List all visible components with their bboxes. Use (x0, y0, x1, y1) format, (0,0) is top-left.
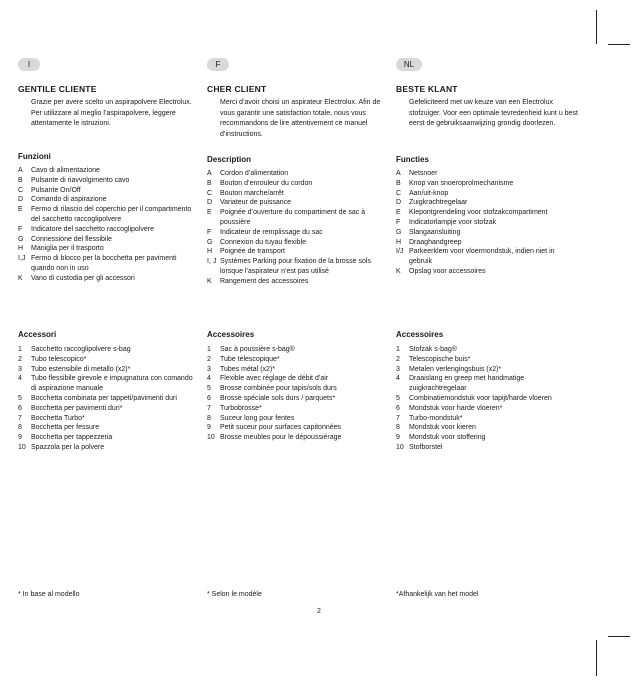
footnote: * In base al modello (18, 591, 80, 598)
list-item: 4 Draaislang en greep met handmatige zuigkrachtregelaar (396, 375, 525, 393)
language-badge-fr: F (207, 58, 229, 71)
list-item: I, J Systèmes Parking pour fixation de la brosse sols lorsque l’aspirateur n’est pas utilisé (207, 258, 371, 275)
list-item: 3 Tubes métal (x2)* (207, 365, 275, 373)
language-badge-nl: NL (396, 58, 422, 71)
list-item: G Connessione del flessibile (18, 235, 112, 243)
list-item: 8 Bocchetta per fessure (18, 424, 100, 432)
list-item: 6 Mondstuk voor harde vloeren* (396, 404, 503, 412)
list-item: E Klepontgrendeling voor stofzakcompartiment (396, 209, 548, 217)
crop-mark-top-right (608, 44, 630, 45)
list-item: 1 Sacchetto raccoglipolvere s-bag (18, 346, 131, 353)
greeting-heading: GENTILE CLIENTE (18, 84, 97, 94)
list-item: 8 Mondstuk voor kieren (396, 424, 476, 432)
list-item: F Indicatorlampje voor stofzak (396, 218, 497, 226)
crop-mark-bottom-right (608, 636, 630, 637)
accessories-list (396, 345, 576, 453)
list-item: K Vano di custodia per gli accessori (18, 274, 135, 282)
list-item: 2 Tube télescopique* (207, 355, 280, 363)
functions-heading: Functies (396, 155, 429, 164)
list-item: G Slangaansluiting (396, 228, 461, 236)
functions-list (207, 169, 387, 287)
accessories-heading: Accessori (18, 330, 57, 339)
list-item: 10 Brosse meubles pour le dépoussiérage (207, 434, 342, 442)
list-item: K Rangement des accessoires (207, 277, 309, 285)
list-item: 7 Turbo-mondstuk* (396, 414, 463, 422)
list-item: 7 Turbobrosse* (207, 404, 262, 412)
intro-paragraph: Grazie per avere scelto un aspirapolvere Electrolux. Per utilizzare al meglio l’aspirapolvere, leggere attentamente le istruzioni. (31, 99, 192, 127)
list-item: F Indicateur de remplissage du sac (207, 228, 323, 236)
list-item: C Aan/uit-knop (396, 189, 449, 197)
list-item: 2 Telescopische buis* (396, 355, 471, 363)
list-item: 10 Spazzola per la polvere (18, 443, 105, 451)
accessories-list (207, 345, 387, 443)
language-badge-it: I (18, 58, 40, 71)
greeting-heading: CHER CLIENT (207, 84, 267, 94)
list-item: D Zuigkrachtregelaar (396, 199, 468, 207)
list-item: 1 Sac à poussière s-bag® (207, 346, 295, 353)
accessories-heading: Accessoires (396, 330, 444, 339)
list-item: B Bouton d’enrouleur du cordon (207, 179, 313, 187)
list-item: B Knop van snoeroprolmechanisme (396, 179, 514, 187)
list-item: 3 Metalen verlengingsbuis (x2)* (396, 365, 502, 373)
list-item: 5 Brosse combinée pour tapis/sols durs (207, 385, 337, 393)
list-item: F Indicatore del sacchetto raccoglipolvere (18, 225, 154, 233)
list-item: A Cordon d’alimentation (207, 170, 289, 177)
list-item: 10 Stofborstel (396, 443, 443, 451)
list-item: 5 Bocchetta combinata per tappeti/pavimenti duri (18, 394, 177, 402)
accessories-heading: Accessoires (207, 330, 255, 339)
list-item: K Opslag voor accessoires (396, 267, 486, 275)
list-item: 6 Brosse spéciale sols durs / parquets* (207, 394, 336, 402)
list-item: 2 Tubo telescopico* (18, 355, 87, 363)
list-item: 4 Tubo flessibile girevole e impugnatura con comando di aspirazione manuale (18, 375, 193, 393)
intro-paragraph: Merci d’avoir choisi un aspirateur Electrolux. Afin de vous garantir une satisfaction totale, nous vous recommandons de lire attentivement ce manuel d’instructions. (220, 99, 381, 138)
footnote: * Selon le modèle (207, 591, 262, 598)
functions-heading: Description (207, 155, 252, 164)
list-item: 1 Stofzak s-bag® (396, 346, 457, 353)
list-item: H Maniglia per il trasporto (18, 245, 104, 253)
list-item: 9 Bocchetta per tappezzeria (18, 434, 113, 442)
list-item: 7 Bocchetta Turbo* (18, 414, 85, 422)
list-item: 8 Suceur long pour fentes (207, 414, 295, 422)
list-item: I/J Parkeerklem voor vloermondstuk, indien niet in gebruik (396, 248, 555, 266)
list-item: E Fermo di rilascio del coperchio per il compartimento del sacchetto raccoglipolvere (18, 206, 192, 223)
list-item: 9 Petit suceur pour surfaces capitonnées (207, 424, 342, 432)
list-item: 4 Flexible avec réglage de débit d’air (207, 375, 329, 383)
list-item: C Pulsante On/Off (18, 186, 81, 194)
accessories-list (18, 345, 198, 453)
functions-list (18, 166, 198, 284)
list-item: D Comando di aspirazione (18, 196, 107, 204)
list-item: 3 Tubo estensibile di metallo (x2)* (18, 365, 131, 373)
list-item: A Cavo di alimentazione (18, 167, 100, 174)
list-item: 9 Mondstuk voor stoffering (396, 434, 486, 442)
list-item: I,J Fermo di blocco per la bocchetta per pavimenti quando non in uso (18, 255, 177, 272)
list-item: G Connexion du tuyau flexible (207, 238, 307, 246)
functions-heading: Funzioni (18, 152, 51, 161)
list-item: H Poignée de transport (207, 248, 285, 256)
list-item: C Bouton marche/arrêt (207, 189, 284, 197)
footnote: *Afhankelijk van het model (396, 591, 479, 598)
crop-mark-bottom (596, 640, 597, 676)
list-item: A Netsnoer (396, 170, 438, 177)
functions-list (396, 169, 576, 277)
intro-paragraph: Gefeliciteerd met uw keuze van een Electrolux stofzuiger. Voor een optimale tevredenheid kunt u best eerst de gebruiksaanwijzing grondig doorlezen. (409, 99, 578, 127)
crop-mark-top (596, 10, 597, 44)
list-item: E Poignée d’ouverture du compartiment de sac à poussière (207, 209, 366, 226)
page-number: 2 (317, 608, 321, 615)
list-item: 5 Combinatiemondstuk voor tapijt/harde vloeren (396, 394, 552, 402)
list-item: B Pulsante di riavvolgimento cavo (18, 176, 130, 184)
list-item: D Variateur de puissance (207, 199, 292, 207)
list-item: 6 Bocchetta per pavimenti duri* (18, 404, 123, 412)
greeting-heading: BESTE KLANT (396, 84, 458, 94)
list-item: H Draaghandgreep (396, 238, 462, 246)
